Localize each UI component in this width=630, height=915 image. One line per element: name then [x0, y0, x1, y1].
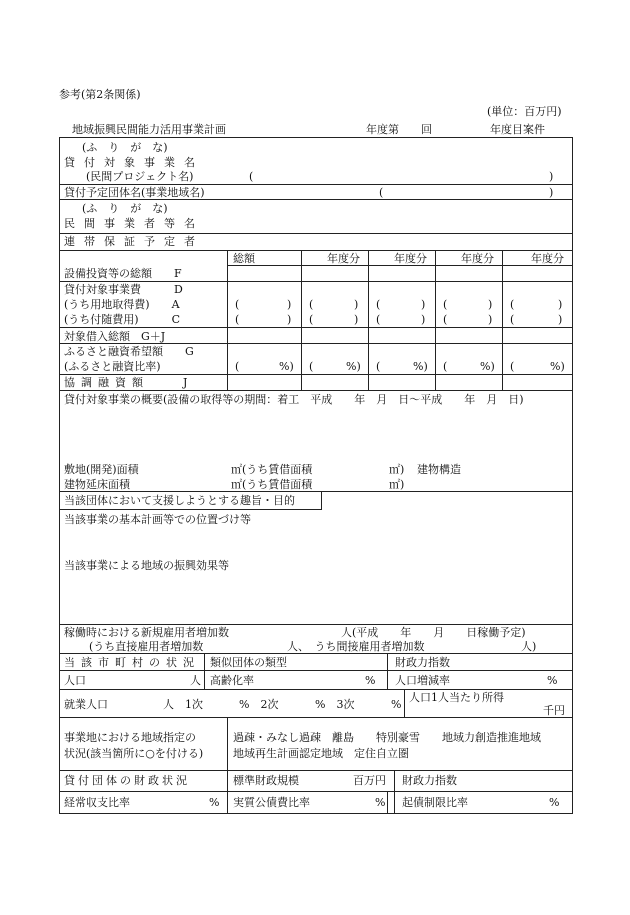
municipality-status: 当該市町村の状況	[64, 656, 200, 669]
plan-form	[59, 137, 573, 814]
per-capita-label: 人口1人当たり所得	[409, 691, 504, 704]
paren-open-r2-c0: (	[235, 360, 240, 373]
row-F: 設備投資等の総額 F	[64, 267, 182, 280]
designation-options-1: 過疎・みなし過疎 離島 特別豪雪 地域力創造推進地域	[233, 731, 541, 744]
workers-pct: %	[391, 698, 402, 711]
paren-open-r0-c1: (	[309, 298, 314, 311]
project-paren-open: (	[249, 170, 254, 183]
paren-close-r1-c3: )	[488, 313, 493, 326]
col-year-2: 年度分	[394, 252, 427, 265]
paren-close-r0-c1: )	[354, 298, 359, 311]
ordinary-ratio-label: 経常収支比率	[64, 796, 130, 809]
paren-open-r0-c3: (	[443, 298, 448, 311]
workers-label: 就業人口	[64, 698, 108, 711]
pop-change-pct: %	[547, 674, 558, 687]
pop-change-label: 人口増減率	[395, 674, 450, 687]
borrower-paren-close: )	[549, 186, 554, 199]
plan-title: 地域振興民間能力活用事業計画	[72, 123, 226, 136]
paren-close-r0-c0: )	[287, 298, 292, 311]
std-scale-unit: 百万円	[353, 774, 386, 787]
borrower-label: 貸付予定団体名(事業地域名)	[64, 186, 205, 199]
unit-label: (単位：百万円)	[487, 105, 562, 118]
paren-open-r2-c4: (	[510, 360, 515, 373]
population-unit: 人	[190, 674, 201, 687]
purpose-position: 当該事業の基本計画等での位置づけ等	[64, 513, 251, 526]
employment-line2-mid: 人、 うち間接雇用者増加数	[287, 640, 425, 653]
col-year-4: 年度分	[531, 252, 564, 265]
floor-area-lease: ㎡(うち賃借面積	[231, 478, 313, 491]
std-scale-label: 標準財政規模	[233, 774, 299, 787]
ordinary-ratio-pct: %	[209, 796, 220, 809]
workers-primary: 人 1次	[163, 698, 203, 711]
paren-close-r2-c2: %)	[413, 360, 428, 373]
site-area-lease: ㎡(うち賃借面積	[231, 463, 313, 476]
population-label: 人口	[64, 674, 86, 687]
aging-label: 高齢化率	[210, 674, 254, 687]
year-round: 年度第 回	[366, 123, 432, 136]
project-name-sub: (民間プロジェクト名)	[86, 170, 194, 183]
paren-close-r2-c0: %)	[279, 360, 294, 373]
workers-secondary: % 2次	[239, 698, 279, 711]
lender-fiscal-index: 財政力指数	[402, 774, 457, 787]
building-structure: 建物構造	[417, 463, 461, 476]
paren-close-r0-c4: )	[558, 298, 563, 311]
employment-line2-end: 人)	[521, 640, 537, 653]
paren-open-r2-c3: (	[443, 360, 448, 373]
similar-type: 類似団体の類型	[210, 656, 287, 669]
col-year-3: 年度分	[461, 252, 494, 265]
reference-label: 参考(第2条関係)	[59, 88, 141, 101]
site-area-label: 敷地(開発)面積	[64, 463, 139, 476]
purpose-box-label: 当該団体において支援しようとする趣旨・目的	[64, 494, 295, 507]
col-year-1: 年度分	[327, 252, 360, 265]
year-draft: 年度目案件	[490, 123, 545, 136]
summary-label: 貸付対象事業の概要(設備の取得等の期間：着工 平成 年 月 日～平成 年 月 日)	[64, 393, 524, 406]
paren-open-r1-c1: (	[309, 313, 314, 326]
purpose-effect: 当該事業による地域の振興効果等	[64, 559, 229, 572]
project-furigana: (ふ り が な)	[82, 141, 168, 154]
aging-pct: %	[365, 674, 376, 687]
paren-close-r2-c1: %)	[346, 360, 361, 373]
lender-fiscal-label: 貸付団体の財政状況	[64, 774, 190, 787]
project-paren-close: )	[549, 170, 554, 183]
paren-open-r1-c0: (	[235, 313, 240, 326]
floor-area-close: ㎡)	[389, 478, 405, 491]
designation-label-2: 状況(該当箇所に○を付ける)	[64, 747, 204, 760]
paren-open-r2-c2: (	[376, 360, 381, 373]
per-capita-unit: 千円	[543, 704, 565, 717]
paren-open-r0-c2: (	[376, 298, 381, 311]
bond-limit-label: 起債制限比率	[402, 796, 468, 809]
operator-label: 民間事業者等名	[64, 217, 204, 230]
paren-close-r1-c2: )	[421, 313, 426, 326]
row-J: 協調融資額 J	[64, 376, 194, 389]
real-debt-pct: %	[375, 796, 386, 809]
paren-close-r1-c4: )	[558, 313, 563, 326]
employment-line2-label: (うち直接雇用者増加数	[89, 640, 204, 653]
row-G-sub: (ふるさと融資比率)	[64, 360, 161, 373]
row-GJ: 対象借入総額 G＋J	[64, 330, 166, 343]
paren-close-r0-c3: )	[488, 298, 493, 311]
employment-line1-label: 稼働時における新規雇用者増加数	[64, 626, 229, 639]
paren-open-r2-c1: (	[309, 360, 314, 373]
borrower-paren-open: (	[379, 186, 384, 199]
paren-open-r1-c4: (	[510, 313, 515, 326]
designation-label-1: 事業地における地域指定の	[64, 731, 196, 744]
paren-close-r0-c2: )	[421, 298, 426, 311]
row-D: 貸付対象事業費 D	[64, 283, 183, 296]
designation-options-2: 地域再生計画認定地域 定住自立圏	[233, 747, 409, 760]
guarantor-label: 連帯保証予定者	[64, 235, 204, 248]
row-G: ふるさと融資希望額 G	[64, 345, 194, 358]
employment-line1-rest: 人(平成 年 月 日稼働予定)	[341, 626, 526, 639]
bond-limit-pct: %	[549, 796, 560, 809]
paren-close-r2-c3: %)	[480, 360, 495, 373]
floor-area-label: 建物延床面積	[64, 478, 130, 491]
paren-close-r2-c4: %)	[550, 360, 565, 373]
row-A: (うち用地取得費) A	[64, 298, 180, 311]
paren-close-r1-c0: )	[287, 313, 292, 326]
col-total: 総額	[233, 252, 255, 265]
real-debt-label: 実質公債費比率	[233, 796, 310, 809]
operator-furigana: (ふ り が な)	[82, 202, 168, 215]
row-C: (うち付随費用) C	[64, 313, 180, 326]
workers-tertiary: % 3次	[315, 698, 355, 711]
paren-close-r1-c1: )	[354, 313, 359, 326]
paren-open-r0-c4: (	[510, 298, 515, 311]
project-name-label: 貸付対象事業名	[64, 156, 204, 169]
paren-open-r1-c2: (	[376, 313, 381, 326]
paren-open-r1-c3: (	[443, 313, 448, 326]
muni-fiscal-index: 財政力指数	[395, 656, 450, 669]
paren-open-r0-c0: (	[235, 298, 240, 311]
site-area-close: ㎡)	[389, 463, 405, 476]
